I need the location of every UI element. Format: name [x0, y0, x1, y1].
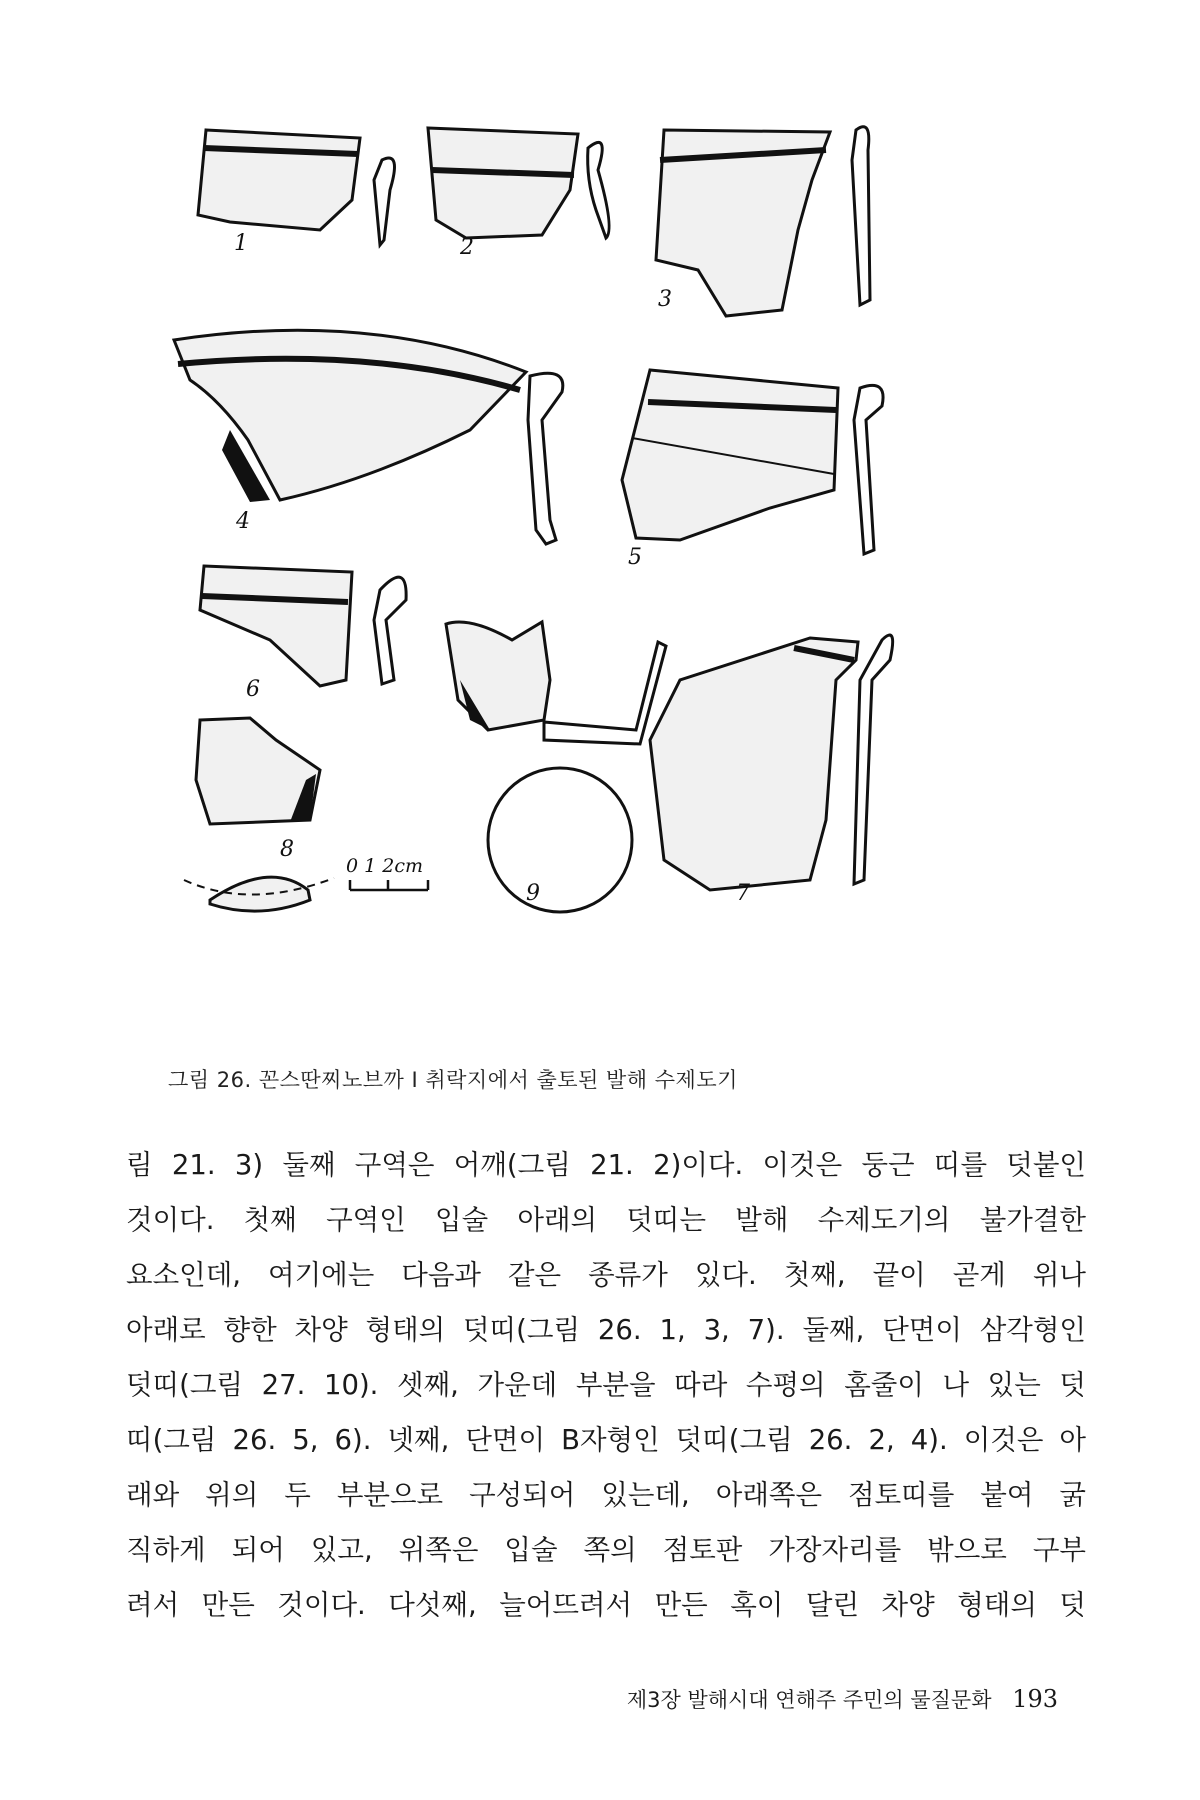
- sherd-2: [428, 128, 609, 238]
- page-footer: [627, 1684, 1058, 1714]
- label-6: 6: [246, 677, 260, 702]
- sherd-6: [200, 566, 406, 686]
- scale-bar: [346, 855, 428, 890]
- label-1: 1: [234, 231, 248, 256]
- sherd-8: [184, 718, 334, 911]
- page-number: 193: [1012, 1685, 1058, 1713]
- sherd-1: [198, 130, 395, 245]
- label-5: 5: [628, 545, 642, 570]
- label-2: 2: [460, 235, 474, 260]
- chapter-title: 제3장 발해시대 연해주 주민의 물질문화: [626, 1688, 992, 1712]
- sherd-5: [622, 370, 883, 554]
- label-8: 8: [280, 837, 294, 862]
- sherd-9: [446, 622, 666, 912]
- sherd-7: [650, 635, 893, 890]
- text-line: 림 21. 3) 둘째 구역은 어깨(그림 21. 2)이다. 이것은 둥근 띠를 덧붙인: [126, 1149, 1086, 1181]
- text-line: 려서 만든 것이다. 다섯째, 늘어뜨려서 만든 혹이 달린 차양 형태의 덧: [126, 1589, 1086, 1621]
- text-line: 래와 위의 두 부분으로 구성되어 있는데, 아래쪽은 점토띠를 붙여 굵: [126, 1479, 1086, 1511]
- text-line: 요소인데, 여기에는 다음과 같은 종류가 있다. 첫째, 끝이 곧게 위나: [126, 1259, 1086, 1291]
- scale-label: 0 1 2cm: [346, 855, 424, 877]
- text-line: 아래로 향한 차양 형태의 덧띠(그림 26. 1, 3, 7). 둘째, 단면이 삼각형인: [126, 1314, 1086, 1346]
- figure-caption: 그림 26. 꼰스딴찌노브까 I 취락지에서 출토된 발해 수제도기: [168, 1068, 738, 1092]
- body-text: [126, 1138, 1086, 1633]
- text-line: 덧띠(그림 27. 10). 셋째, 가운데 부분을 따라 수평의 홈줄이 나 있는 덧: [126, 1369, 1086, 1401]
- text-line: 띠(그림 26. 5, 6). 넷째, 단면이 B자형인 덧띠(그림 26. 2, 4). 이것은 아: [126, 1424, 1086, 1456]
- text-line: 것이다. 첫째 구역인 입술 아래의 덧띠는 발해 수제도기의 불가결한: [126, 1204, 1086, 1236]
- label-3: 3: [658, 287, 672, 312]
- label-9: 9: [526, 881, 540, 906]
- pottery-figure: [170, 120, 1050, 1050]
- pottery-drawings: [170, 120, 1050, 1050]
- label-7: 7: [736, 881, 750, 906]
- sherd-4: [174, 330, 563, 544]
- sherd-3: [656, 127, 870, 316]
- label-4: 4: [236, 509, 250, 534]
- text-line: 직하게 되어 있고, 위쪽은 입술 쪽의 점토판 가장자리를 밖으로 구부: [126, 1534, 1086, 1566]
